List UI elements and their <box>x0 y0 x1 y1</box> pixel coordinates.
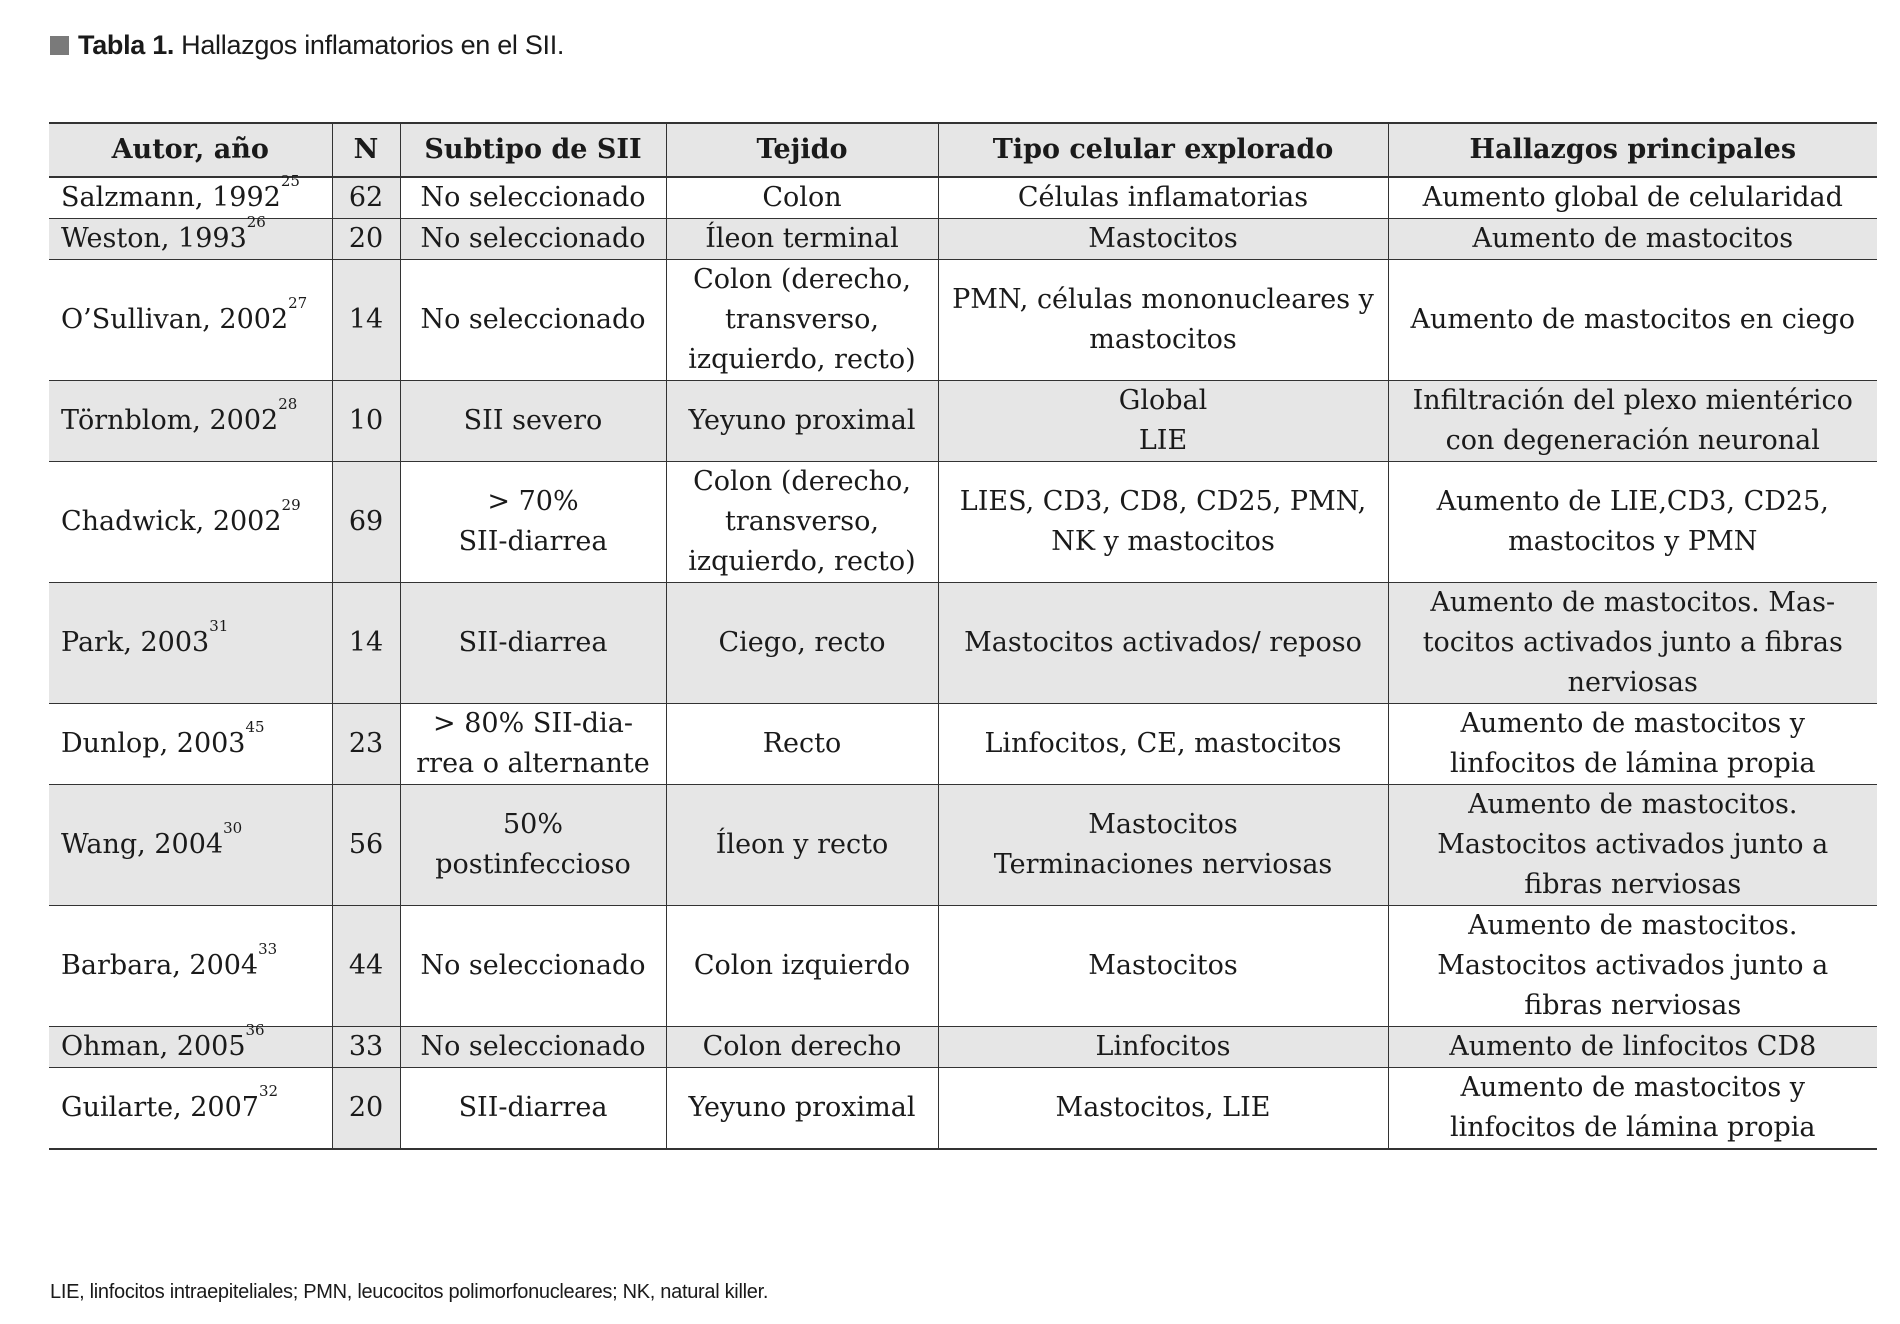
cell-n: 56 <box>332 785 400 906</box>
table-row <box>49 785 1877 906</box>
cell-n: 44 <box>332 906 400 1027</box>
cell-author <box>49 1021 332 1068</box>
reference-number: 28 <box>278 395 298 413</box>
table-row <box>49 219 1877 260</box>
reference-number: 33 <box>258 940 278 958</box>
cell-findings: Aumento de mastocitos. Mas-tocitos activados junto a fibras nerviosas <box>1388 583 1877 704</box>
cell-tissue: Recto <box>666 704 938 785</box>
author-name: Chadwick, 2002 <box>61 506 282 537</box>
findings-table <box>49 122 1877 1150</box>
cell-subtype: 50% postinfeccioso <box>400 785 666 906</box>
table-row <box>49 462 1877 583</box>
cell-author <box>49 260 332 381</box>
cell-author <box>49 583 332 704</box>
cell-tissue: Colon (derecho, transverso, izquierdo, recto) <box>666 462 938 583</box>
cell-celltype: Mastocitos activados/ reposo <box>938 583 1388 704</box>
cell-subtype: No seleccionado <box>400 177 666 219</box>
header-row <box>49 123 1877 177</box>
cell-celltype: Linfocitos, CE, mastocitos <box>938 704 1388 785</box>
cell-n: 20 <box>332 219 400 260</box>
table-row <box>49 1027 1877 1068</box>
cell-subtype: > 70% SII-diarrea <box>400 462 666 583</box>
cell-subtype: > 80% SII-dia-rrea o alternante <box>400 704 666 785</box>
cell-author <box>49 381 332 462</box>
author-name: Weston, 1993 <box>61 223 247 254</box>
cell-celltype: PMN, células mononucleares y mastocitos <box>938 260 1388 381</box>
cell-author <box>49 172 332 219</box>
author-name: Dunlop, 2003 <box>61 728 246 759</box>
table-row <box>49 906 1877 1027</box>
header-cell-type: Tipo celular explorado <box>938 123 1388 177</box>
cell-findings: Aumento de mastocitos. Mastocitos activados junto a fibras nerviosas <box>1388 906 1877 1027</box>
cell-tissue: Colon (derecho, transverso, izquierdo, recto) <box>666 260 938 381</box>
author-name: O’Sullivan, 2002 <box>61 304 289 335</box>
cell-findings: Aumento de mastocitos y linfocitos de lámina propia <box>1388 704 1877 785</box>
header-author: Autor, año <box>49 123 332 177</box>
table-row <box>49 381 1877 462</box>
reference-number: 27 <box>288 294 308 312</box>
cell-findings: Aumento global de celularidad <box>1388 177 1877 219</box>
reference-number: 31 <box>209 617 229 635</box>
header-findings: Hallazgos principales <box>1388 123 1877 177</box>
cell-findings: Aumento de mastocitos. Mastocitos activados junto a fibras nerviosas <box>1388 785 1877 906</box>
cell-tissue: Colon izquierdo <box>666 906 938 1027</box>
caption-text: Hallazgos inflamatorios en el SII. <box>181 30 565 60</box>
table-row <box>49 260 1877 381</box>
author-name: Park, 2003 <box>61 627 210 658</box>
table-row <box>49 1068 1877 1150</box>
author-name: Guilarte, 2007 <box>61 1092 259 1123</box>
reference-number: 30 <box>223 819 243 837</box>
cell-subtype: No seleccionado <box>400 260 666 381</box>
cell-n: 20 <box>332 1068 400 1150</box>
cell-tissue: Íleon y recto <box>666 785 938 906</box>
cell-author <box>49 462 332 583</box>
cell-subtype: SII-diarrea <box>400 1068 666 1150</box>
caption-square-icon <box>50 36 69 55</box>
table-row <box>49 177 1877 219</box>
cell-author <box>49 213 332 260</box>
cell-author <box>49 785 332 906</box>
cell-n: 62 <box>332 177 400 219</box>
reference-number: 25 <box>280 172 300 190</box>
header-tissue: Tejido <box>666 123 938 177</box>
table-footnote: LIE, linfocitos intraepiteliales; PMN, leucocitos polimorfonucleares; NK, natural killer. <box>50 1281 769 1303</box>
author-name: Ohman, 2005 <box>61 1031 246 1062</box>
cell-tissue: Yeyuno proximal <box>666 1068 938 1150</box>
header-subtype: Subtipo de SII <box>400 123 666 177</box>
cell-n: 33 <box>332 1027 400 1068</box>
cell-n: 10 <box>332 381 400 462</box>
reference-number: 29 <box>281 496 301 514</box>
cell-subtype: SII-diarrea <box>400 583 666 704</box>
table-caption <box>50 30 564 61</box>
reference-number: 32 <box>258 1082 279 1100</box>
cell-findings: Infiltración del plexo mientérico con degeneración neuronal <box>1388 381 1877 462</box>
cell-n: 69 <box>332 462 400 583</box>
cell-author <box>49 906 332 1027</box>
cell-celltype: Células inflamatorias <box>938 177 1388 219</box>
cell-celltype: Mastocitos, LIE <box>938 1068 1388 1150</box>
reference-number: 45 <box>245 718 265 736</box>
cell-subtype: No seleccionado <box>400 219 666 260</box>
cell-findings: Aumento de linfocitos CD8 <box>1388 1027 1877 1068</box>
cell-findings: Aumento de LIE,CD3, CD25, mastocitos y PMN <box>1388 462 1877 583</box>
cell-tissue: Colon derecho <box>666 1027 938 1068</box>
reference-number: 36 <box>245 1021 265 1039</box>
cell-celltype: LIES, CD3, CD8, CD25, PMN, NK y mastocitos <box>938 462 1388 583</box>
cell-n: 14 <box>332 260 400 381</box>
header-n: N <box>332 123 400 177</box>
caption-label: Tabla 1. <box>78 30 175 60</box>
cell-n: 14 <box>332 583 400 704</box>
author-name: Törnblom, 2002 <box>61 405 279 436</box>
cell-tissue: Colon <box>666 177 938 219</box>
cell-subtype: SII severo <box>400 381 666 462</box>
table-row <box>49 704 1877 785</box>
cell-findings: Aumento de mastocitos <box>1388 219 1877 260</box>
table-row <box>49 583 1877 704</box>
cell-subtype: No seleccionado <box>400 906 666 1027</box>
author-name: Wang, 2004 <box>61 829 224 860</box>
cell-subtype: No seleccionado <box>400 1027 666 1068</box>
author-name: Barbara, 2004 <box>61 950 259 981</box>
cell-celltype: Linfocitos <box>938 1027 1388 1068</box>
cell-tissue: Íleon terminal <box>666 219 938 260</box>
cell-n: 23 <box>332 704 400 785</box>
cell-celltype: Mastocitos Terminaciones nerviosas <box>938 785 1388 906</box>
cell-tissue: Ciego, recto <box>666 583 938 704</box>
cell-author <box>49 704 332 785</box>
cell-tissue: Yeyuno proximal <box>666 381 938 462</box>
cell-findings: Aumento de mastocitos y linfocitos de lámina propia <box>1388 1068 1877 1150</box>
cell-celltype: Mastocitos <box>938 219 1388 260</box>
cell-author <box>49 1068 332 1150</box>
reference-number: 26 <box>246 213 266 231</box>
cell-celltype: Mastocitos <box>938 906 1388 1027</box>
cell-findings: Aumento de mastocitos en ciego <box>1388 260 1877 381</box>
author-name: Salzmann, 1992 <box>61 182 281 213</box>
cell-celltype: Global LIE <box>938 381 1388 462</box>
